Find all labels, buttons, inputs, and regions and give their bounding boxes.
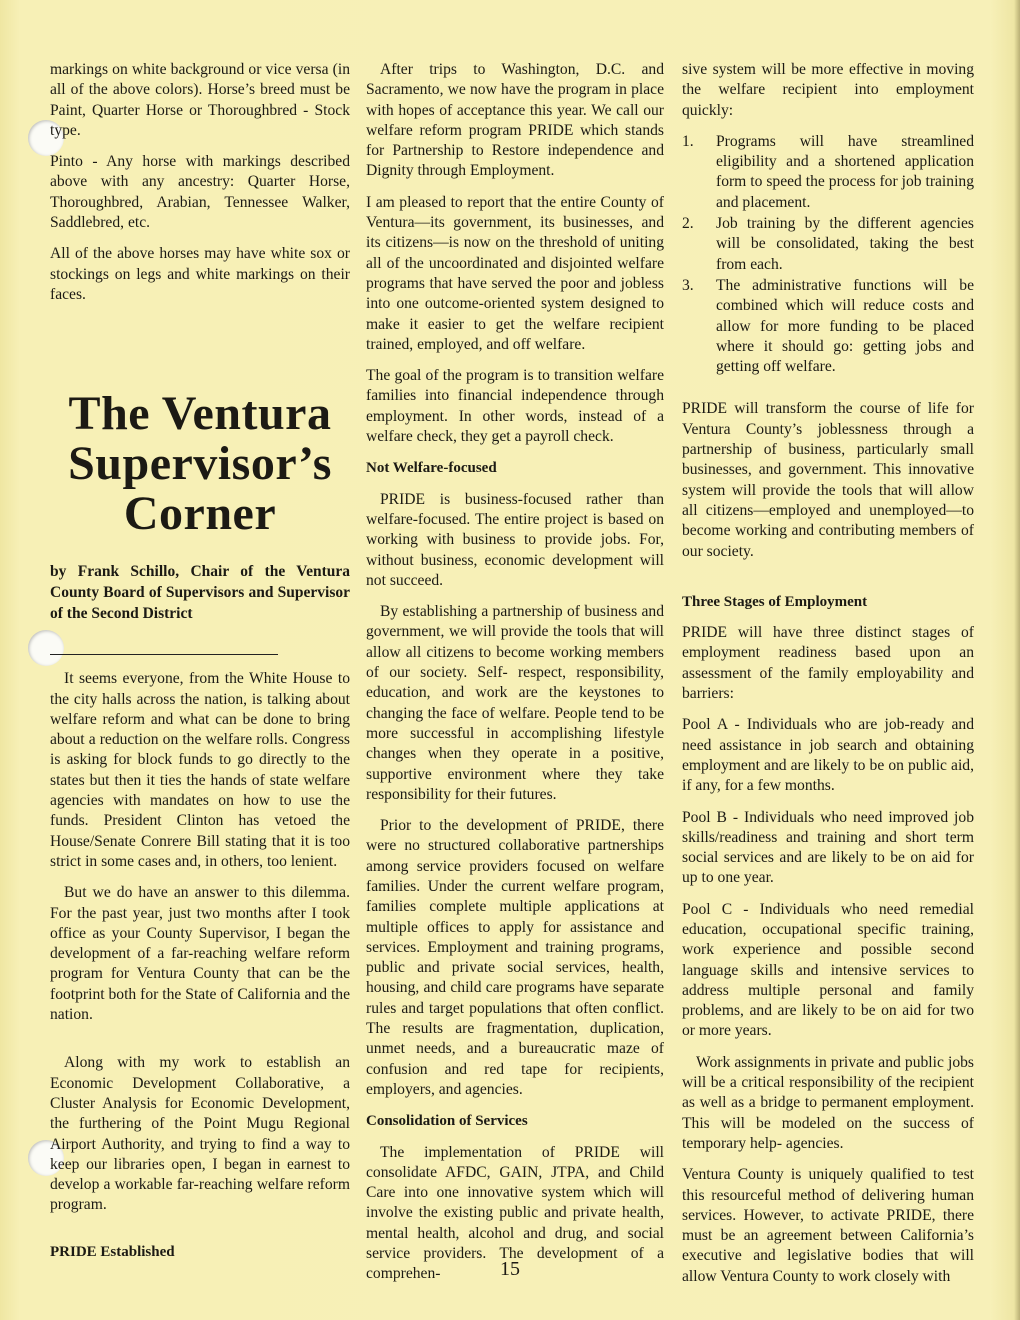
list-item-text: The administrative functions will be combined which will reduce costs and allow for more funding to be placed where it should go: getting jobs and getting off welfare. <box>716 276 974 376</box>
paragraph: Along with my work to establish an Economic Development Collaborative, a Cluster Analysis for Economic Development, the furthering of the Point Mugu Regional Airport Authority, and trying to find a way to keep our libraries open, I began in earnest to develop a workable far-reaching welfare reform program. <box>50 1054 350 1214</box>
list-item <box>682 214 974 275</box>
paragraph: All of the above horses may have white sox or stockings on legs and white markings on their faces. <box>50 245 350 303</box>
paragraph: The goal of the program is to transition welfare families into financial independence through employment. In other words, instead of a welfare check, they get a payroll check. <box>366 367 664 446</box>
list-number: 2. <box>682 215 694 233</box>
paragraph: sive system will be more effective in moving the welfare recipient into employment quickly: <box>682 61 974 119</box>
paragraph: Prior to the development of PRIDE, there were no structured collaborative partnerships among service providers focused on welfare families. Under the current welfare program, families complete multiple applications at multiple offices to apply for assistance and services. Employment and training programs, public and private social services, health, housing, and child care programs have separate rules and target populations that often conflict. The results are fragmentation, duplication, unmet needs, and a bureaucratic maze of confusion and red tape for recipients, employers, and agencies. <box>366 817 664 1098</box>
paragraph: I am pleased to report that the entire County of Ventura—its government, its businesses, and its citizens—is now on the threshold of uniting all of the uncoordinated and disjointed welfare programs that have served the poor and jobless into one outcome-oriented system designed to make it easier to get the welfare recipient trained, employed, and off welfare. <box>366 193 664 353</box>
list-item-text: Programs will have streamlined eligibility and a shortened application form to speed the process for job training and placement. <box>716 132 974 211</box>
paragraph: Work assignments in private and public jobs will be a critical responsibility of the recipient as well as a bridge to permanent employment. This will be modeled on the success of temporary help- agencies. <box>682 1053 974 1152</box>
article-title-line: The Ventura <box>68 387 332 441</box>
paragraph: PRIDE will have three distinct stages of employment readiness based upon an assessment of the family employability and barriers: <box>682 624 974 703</box>
list-number: 3. <box>682 276 694 294</box>
section-heading: Not Welfare-focused <box>366 460 497 477</box>
paragraph: PRIDE is business-focused rather than welfare-focused. The entire project is based on working with business to provide jobs. For, without business, economic development will not succeed. <box>366 490 664 589</box>
article-title <box>50 389 350 539</box>
section-heading: Three Stages of Employment <box>682 593 868 610</box>
paragraph: The implementation of PRIDE will consolidate AFDC, GAIN, JTPA, and Child Care into one innovative system which will involve the existing public and private health, mental health, alcohol and drug, and social service providers. The development of a comprehen- <box>366 1143 664 1283</box>
paragraph: Ventura County is uniquely qualified to test this resourceful method of delivering human services. However, to activate PRIDE, there must be an agreement between California’s executive and legislative bodies that will allow Ventura County to work closely with <box>682 1166 974 1285</box>
paragraph: It seems everyone, from the White House to the city halls across the nation, is talking about welfare reform and what can be done to bring about a reduction on the welfare rolls. Congress is asking for block funds to go directly to the states but then it ties the hands of state welfare agencies with mandates on how to use the funds. President Clinton has vetoed the House/Senate Conrere Bill stating that it is too strict in some cases and, in others, too lenient. <box>50 670 350 870</box>
article-title-line: Corner <box>123 487 277 541</box>
page-number: 15 <box>500 1258 520 1280</box>
column-right <box>682 60 974 1298</box>
section-heading: Consolidation of Services <box>366 1113 528 1130</box>
paragraph: But we do have an answer to this dilemma. For the past year, just two months after I took office as your County Supervisor, I began the development of a far-reaching welfare reform program for Ventura County that can be the footprint both for the State of California and the nation. <box>50 884 350 1024</box>
list-item-text: Job training by the different agencies will be consolidated, taking the best from each. <box>716 215 974 273</box>
list-item <box>682 276 974 377</box>
paragraph: By establishing a partnership of business and government, we will provide the tools that will allow all citizens to become working members of our society. Self- respect, responsibility, education, and work are the keystones to changing the face of welfare. People tend to be more successful in accomplishing lifestyle changes when they operate in a positive, supportive environment where they take responsibility for their futures. <box>366 603 664 803</box>
numbered-list <box>682 132 974 378</box>
paragraph: PRIDE will transform the course of life for Ventura County’s joblessness through a partnership of business, particularly small businesses, and government. This innovative system will provide the tools that will allow all citizens—employed and unemployed—to become working and contributing members of our society. <box>682 400 974 560</box>
list-item <box>682 132 974 213</box>
page-edge-shadow <box>1014 0 1020 1320</box>
column-left <box>50 60 350 1273</box>
paragraph: Pool B - Individuals who need improved job skills/readiness and training and short term social services and are likely to be on aid for up to one year. <box>682 808 974 887</box>
column-middle <box>366 60 664 1296</box>
byline: by Frank Schillo, Chair of the Ventura County Board of Supervisors and Supervisor of the Second District <box>50 563 350 623</box>
paragraph: Pool C - Individuals who need remedial education, occupational specific training, work experience and possible second language skills and intensive services to address multiple personal and family problems, and are likely to be on aid for two or more years. <box>682 900 974 1040</box>
paragraph: After trips to Washington, D.C. and Sacramento, we now have the program in place with hopes of acceptance this year. We call our welfare reform program PRIDE which stands for Partnership to Restore independence and Dignity through Employment. <box>366 61 664 180</box>
divider-rule <box>50 654 278 655</box>
article-title-line: Supervisor’s <box>68 437 332 491</box>
paragraph: Pinto - Any horse with markings described above with any ancestry: Quarter Horse, Thoroughbred, Arabian, Tennessee Walker, Saddlebred, etc. <box>50 153 350 232</box>
paragraph: markings on white background or vice versa (in all of the above colors). Horse’s breed must be Paint, Quarter Horse or Thoroughbred - Stock type. <box>50 61 350 139</box>
paragraph: Pool A - Individuals who are job-ready and need assistance in job search and obtaining employment and are likely to be on public aid, if any, for a few months. <box>682 716 974 795</box>
section-heading: PRIDE Established <box>50 1243 175 1260</box>
list-number: 1. <box>682 132 694 150</box>
